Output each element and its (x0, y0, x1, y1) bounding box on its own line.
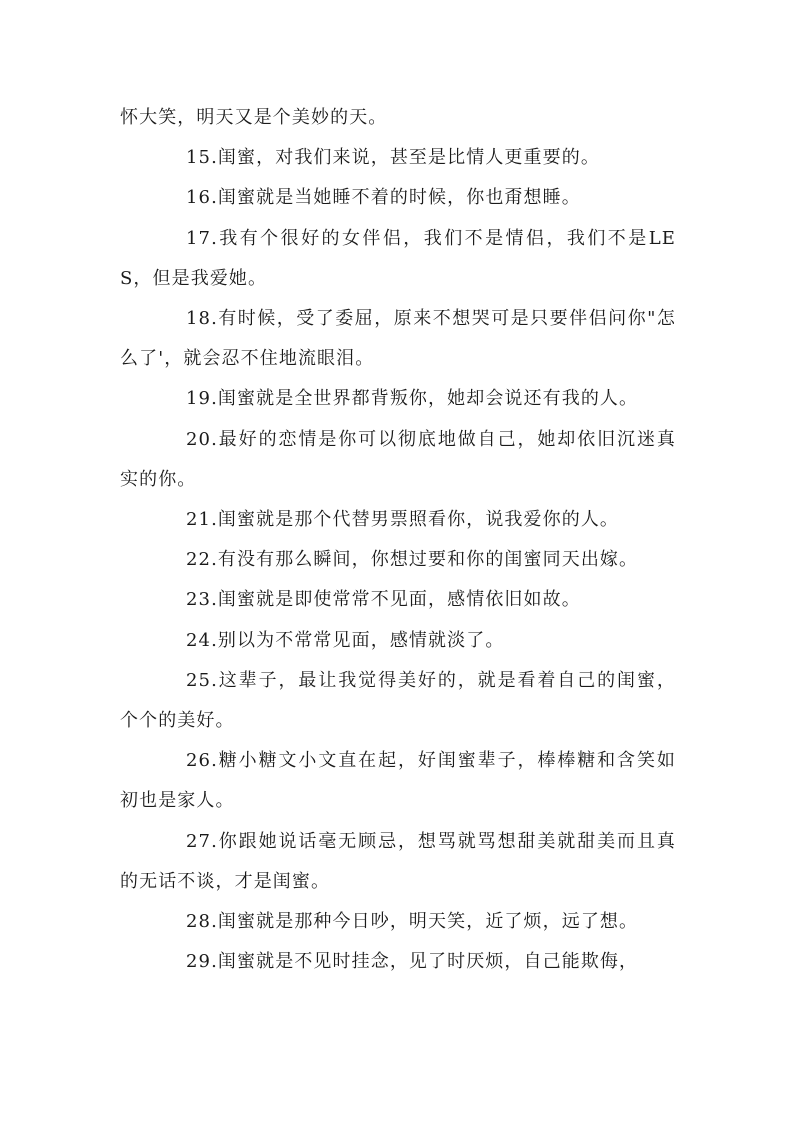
list-item-29: 29.闺蜜就是不见时挂念，见了时厌烦，自己能欺侮， (186, 951, 639, 973)
list-item-22: 22.有没有那么瞬间，你想过要和你的闺蜜同天出嫁。 (186, 549, 639, 571)
list-item-27: 27.你跟她说话毫无顾忌，想骂就骂想甜美就甜美而且真的无话不谈，才是闺蜜。 (120, 830, 676, 892)
list-item-20: 20.最好的恋情是你可以彻底地做自己，她却依旧沉迷真实的你。 (120, 428, 676, 490)
document-body (120, 98, 676, 982)
list-item-17: 17.我有个很好的女伴侣，我们不是情侣，我们不是LES，但是我爱她。 (120, 227, 676, 289)
list-item-26: 26.糖小糖文小文直在起，好闺蜜辈子，棒棒糖和含笑如初也是家人。 (120, 750, 676, 812)
list-item-23: 23.闺蜜就是即使常常不见面，感情依旧如故。 (186, 589, 581, 611)
list-item-16: 16.闺蜜就是当她睡不着的时候，你也甭想睡。 (186, 187, 581, 209)
list-item-28: 28.闺蜜就是那种今日吵，明天笑，近了烦，远了想。 (186, 911, 639, 933)
list-item-21: 21.闺蜜就是那个代替男票照看你，说我爱你的人。 (186, 509, 620, 531)
paragraph-continuation: 怀大笑，明天又是个美妙的天。 (120, 107, 388, 128)
list-item-19: 19.闺蜜就是全世界都背叛你，她却会说还有我的人。 (186, 388, 639, 410)
list-item-18: 18.有时候，受了委屈，原来不想哭可是只要伴侣问你"怎么了'，就会忍不住地流眼泪。 (120, 308, 676, 370)
list-item-25: 25.这辈子，最让我觉得美好的，就是看着自己的闺蜜，个个的美好。 (120, 669, 676, 732)
list-item-15: 15.闺蜜，对我们来说，甚至是比情人更重要的。 (186, 147, 600, 169)
list-item-24: 24.别以为不常常见面，感情就淡了。 (186, 629, 505, 651)
